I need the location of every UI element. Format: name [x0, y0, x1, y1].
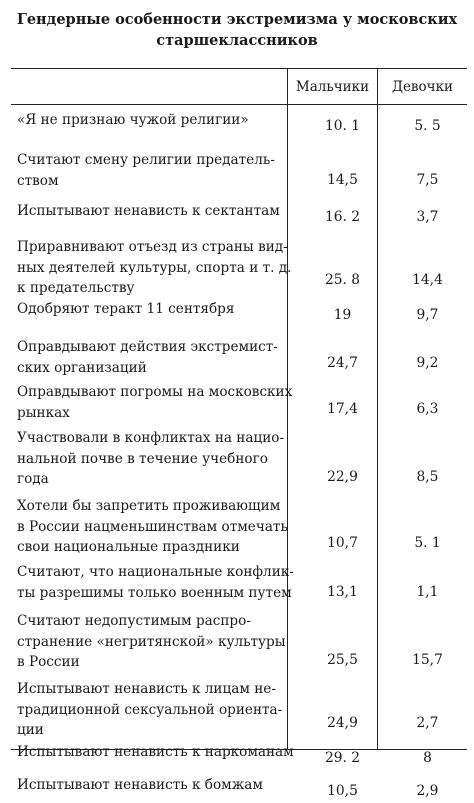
table-row: [11, 108, 467, 138]
boys-value: 10,7: [327, 535, 358, 551]
girls-value: 5. 5: [414, 118, 441, 134]
girls-value: 2,7: [416, 715, 439, 731]
boys-value: 25,5: [327, 652, 358, 668]
table-title-line: старшеклассников: [156, 32, 318, 49]
table-row: [11, 148, 467, 192]
boys-value: 29. 2: [324, 750, 361, 766]
table-row: [11, 609, 467, 672]
table-row: [11, 494, 467, 555]
table-row: [11, 560, 467, 604]
table-row: [11, 335, 467, 375]
girls-value: 5. 1: [414, 535, 441, 551]
row-label: [17, 562, 293, 603]
table-row: [11, 199, 467, 229]
table-row: [11, 297, 467, 327]
table-row: [11, 235, 467, 296]
row-label: [17, 496, 293, 558]
row-label-line: свои национальные праздники: [17, 539, 240, 555]
row-label-line: Одобряют теракт 11 сентября: [17, 301, 235, 317]
row-label: [17, 382, 293, 423]
boys-value: 22,9: [327, 469, 358, 485]
boys-value: 13,1: [327, 584, 358, 600]
boys-value: 10. 1: [324, 118, 361, 134]
row-label-line: Считают недопустимым распро-: [17, 613, 251, 629]
row-label-line: в России нацменьшинствам отмечать: [17, 518, 288, 535]
row-label: [17, 611, 293, 673]
row-label: [17, 110, 293, 131]
row-label-line: к предательству: [17, 280, 135, 296]
row-label-line: Испытывают ненависть к сектантам: [17, 203, 280, 219]
row-label: [17, 775, 293, 796]
boys-value: 25. 8: [324, 272, 361, 288]
boys-value: 17,4: [327, 401, 358, 417]
row-label: [17, 299, 293, 320]
girls-value: 8,5: [416, 469, 439, 485]
row-label-line: Испытывают ненависть к наркоманам: [17, 744, 294, 760]
girls-value: 9,7: [416, 307, 439, 323]
table-row: [11, 426, 467, 489]
girls-value: 14,4: [412, 272, 443, 288]
boys-value: 16. 2: [324, 209, 361, 225]
table-row: [11, 677, 467, 738]
boys-value: 10,5: [327, 783, 358, 799]
data-table: [11, 68, 467, 799]
row-label: [17, 428, 293, 490]
row-label-line: Считают смену религии предатель-: [17, 152, 275, 168]
row-label-line: Приравнивают отъезд из страны вид-: [17, 239, 288, 255]
row-label: [17, 679, 293, 741]
row-label-line: нальной почве в течение учебного: [17, 450, 268, 467]
table-row: [11, 773, 467, 803]
column-header-boys: Мальчики: [295, 79, 370, 95]
row-label: [17, 337, 293, 378]
row-label-line: Испытывают ненависть к лицам не-: [17, 681, 276, 697]
row-label-line: в России: [17, 654, 80, 670]
row-label-line: Оправдывают действия экстремист-: [17, 339, 278, 355]
boys-value: 19: [333, 307, 352, 323]
row-label-line: Испытывают ненависть к бомжам: [17, 777, 263, 793]
row-label-line: ты разрешимы только военным путем: [17, 584, 292, 601]
girls-value: 3,7: [416, 209, 439, 225]
girls-value: 6,3: [416, 401, 439, 417]
column-header-girls: Девочки: [391, 79, 454, 95]
row-label: [17, 150, 293, 191]
table-row: [11, 380, 467, 421]
row-label: [17, 201, 293, 222]
girls-value: 1,1: [416, 584, 439, 600]
row-label-line: Хотели бы запретить проживающим: [17, 498, 281, 514]
table-title-line: Гендерные особенности экстремизма у московских: [16, 11, 458, 28]
row-label-line: «Я не признаю чужой религии»: [17, 112, 249, 128]
boys-value: 24,9: [327, 715, 358, 731]
boys-value: 14,5: [327, 172, 358, 188]
girls-value: 15,7: [412, 652, 443, 668]
row-label-line: ских организаций: [17, 359, 147, 376]
row-label-line: странение «негритянской» культуры: [17, 633, 286, 650]
header-divider: [11, 104, 467, 105]
girls-value: 7,5: [416, 172, 439, 188]
table-title: [0, 9, 474, 51]
row-label-line: ции: [17, 722, 44, 738]
row-label-line: ных деятелей культуры, спорта и т. д.: [17, 259, 292, 276]
row-label-line: Оправдывают погромы на московских: [17, 384, 293, 400]
row-label-line: рынках: [17, 404, 70, 421]
girls-value: 8: [423, 750, 432, 766]
table-row: [11, 740, 467, 770]
girls-value: 9,2: [416, 355, 439, 371]
row-label-line: Считают, что национальные конфлик-: [17, 564, 294, 580]
row-label: [17, 237, 293, 299]
row-label: [17, 742, 293, 763]
girls-value: 2,9: [416, 783, 439, 799]
row-label-line: года: [17, 471, 49, 487]
boys-value: 24,7: [327, 355, 358, 371]
row-label-line: традиционной сексуальной ориента-: [17, 701, 283, 718]
row-label-line: Участвовали в конфликтах на нацио-: [17, 430, 285, 446]
row-label-line: ством: [17, 172, 59, 189]
